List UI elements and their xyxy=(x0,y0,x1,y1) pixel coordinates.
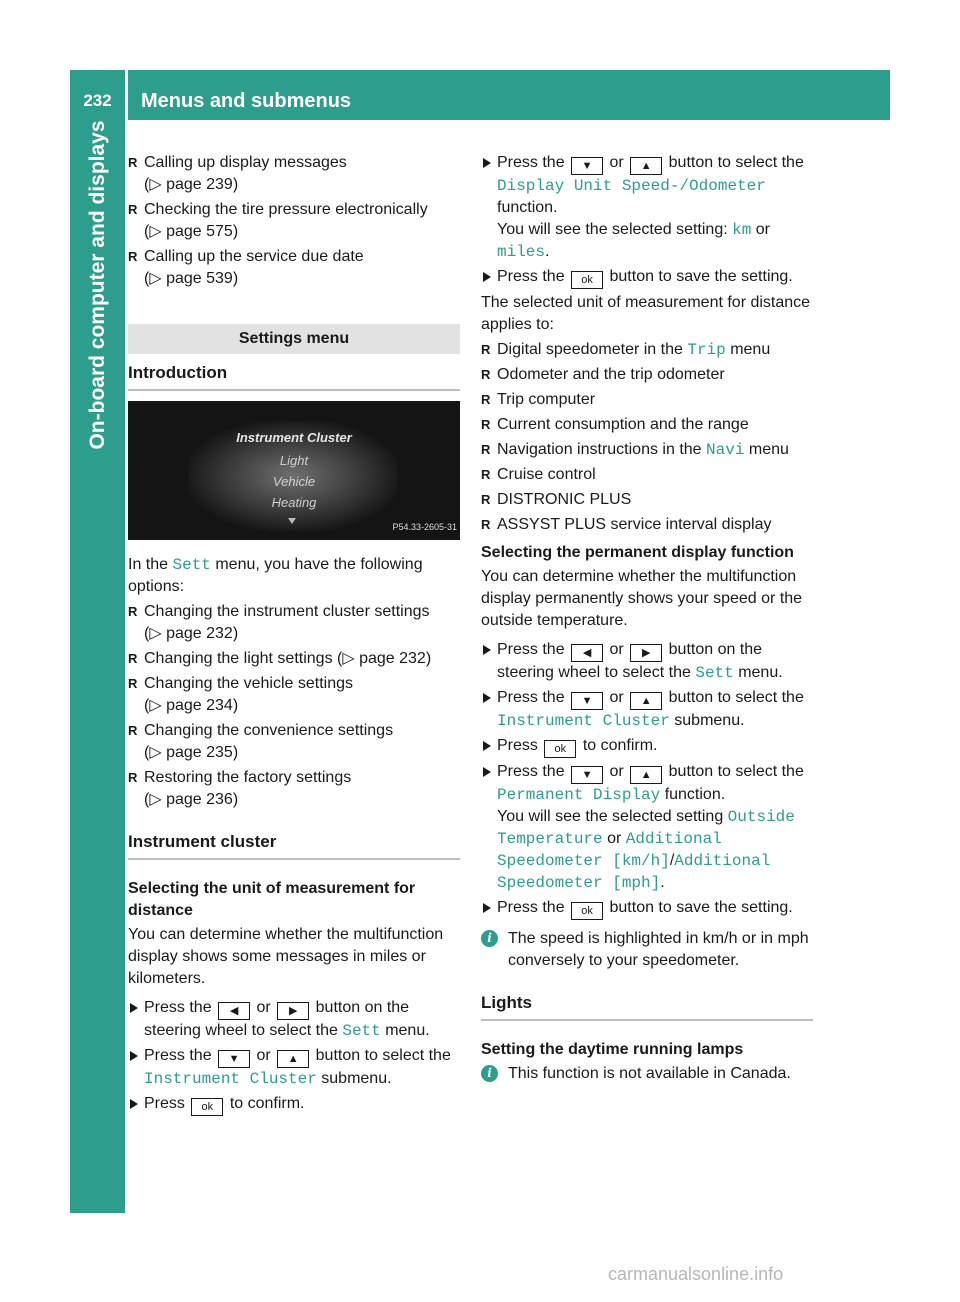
section-heading-settings: Settings menu xyxy=(128,324,460,354)
heading-permanent-display: Selecting the permanent display function xyxy=(481,544,794,561)
up-key-icon: ▲ xyxy=(630,157,662,175)
step-item: Press the ▼ or ▲ button to select the Instrument Cluster submenu. xyxy=(128,1045,460,1090)
down-key-icon: ▼ xyxy=(571,157,603,175)
page-number: 232 xyxy=(83,91,112,110)
left-key-icon: ◀ xyxy=(571,644,603,662)
body-text: The selected unit of measurement for distance applies to: xyxy=(481,294,811,333)
bullet-item: R Changing the instrument cluster settings (▷ page 232) xyxy=(128,601,460,645)
step-item: Press the ok button to save the setting. xyxy=(481,897,813,920)
heading-introduction: Introduction xyxy=(128,362,460,391)
left-key-icon: ◀ xyxy=(218,1002,250,1020)
up-key-icon: ▲ xyxy=(630,692,662,710)
up-key-icon: ▲ xyxy=(277,1050,309,1068)
intro-text: In the Sett menu, you have the following options: xyxy=(128,556,423,595)
figure-menu-item: Vehicle xyxy=(272,474,316,489)
ok-key-icon: ok xyxy=(571,271,603,289)
bullet-item: R Cruise control xyxy=(481,464,813,486)
left-column xyxy=(128,152,460,1119)
bullet-item: R Trip computer xyxy=(481,389,813,411)
step-item: Press the ▼ or ▲ button to select the Display Unit Speed-/Odometer function. You will see the selected setting: km or miles. xyxy=(481,152,813,263)
down-key-icon: ▼ xyxy=(571,766,603,784)
heading-daytime-running-lamps: Setting the daytime running lamps xyxy=(481,1041,744,1058)
bullet-item: R ASSYST PLUS service interval display xyxy=(481,514,813,536)
info-note: i This function is not available in Canada. xyxy=(481,1063,813,1085)
down-key-icon: ▼ xyxy=(571,692,603,710)
figure-down-arrow-icon xyxy=(288,518,296,524)
right-column xyxy=(481,152,813,1088)
heading-lights: Lights xyxy=(481,992,813,1021)
step-item: Press ok to confirm. xyxy=(128,1093,460,1116)
step-item: Press the ▼ or ▲ button to select the Instrument Cluster submenu. xyxy=(481,687,813,732)
bullet-item: R Changing the vehicle settings (▷ page 234) xyxy=(128,673,460,717)
up-key-icon: ▲ xyxy=(630,766,662,784)
body-text: You can determine whether the multifunction display permanently shows your speed or the outside temperature. xyxy=(481,568,803,629)
right-key-icon: ▶ xyxy=(630,644,662,662)
info-icon: i xyxy=(481,930,498,947)
down-key-icon: ▼ xyxy=(218,1050,250,1068)
step-item: Press the ◀ or ▶ button on the steering wheel to select the Sett menu. xyxy=(481,639,813,684)
bullet-item: R Checking the tire pressure electronically (▷ page 575) xyxy=(128,199,460,243)
figure-menu-item: Light xyxy=(279,453,309,468)
bullet-item: R Changing the light settings (▷ page 232) xyxy=(128,648,460,670)
figure-reference: P54.33-2605-31 xyxy=(392,522,457,532)
heading-unit-of-measurement: Selecting the unit of measurement for distance xyxy=(128,880,416,919)
step-item: Press the ok button to save the setting. xyxy=(481,266,813,289)
bullet-item: R Calling up display messages (▷ page 239) xyxy=(128,152,460,196)
ok-key-icon: ok xyxy=(191,1098,223,1116)
watermark: carmanualsonline.info xyxy=(608,1264,784,1284)
heading-instrument-cluster: Instrument cluster xyxy=(128,831,460,860)
bullet-item: R Changing the convenience settings (▷ page 235) xyxy=(128,720,460,764)
step-item: Press the ▼ or ▲ button to select the Permanent Display function. You will see the selected setting Outside Temperature or Additional Speedometer [km/h]/Additional Speedometer [mph]. xyxy=(481,761,813,894)
right-key-icon: ▶ xyxy=(277,1002,309,1020)
step-item: Press the ◀ or ▶ button on the steering wheel to select the Sett menu. xyxy=(128,997,460,1042)
bullet-item: R Odometer and the trip odometer xyxy=(481,364,813,386)
ok-key-icon: ok xyxy=(544,740,576,758)
bullet-item: R Calling up the service due date (▷ page 539) xyxy=(128,246,460,290)
step-item: Press ok to confirm. xyxy=(481,735,813,758)
side-tab-label: On-board computer and displays xyxy=(85,120,109,450)
page-title: Menus and submenus xyxy=(141,90,352,112)
ok-key-icon: ok xyxy=(571,902,603,920)
bullet-item: R Current consumption and the range xyxy=(481,414,813,436)
figure-menu-title: Instrument Cluster xyxy=(236,430,352,445)
figure-menu-item: Heating xyxy=(271,495,317,510)
info-note: i The speed is highlighted in km/h or in mph conversely to your speedometer. xyxy=(481,928,813,972)
bullet-item: R Restoring the factory settings (▷ page 236) xyxy=(128,767,460,811)
instrument-cluster-figure xyxy=(128,401,460,540)
bullet-item: R DISTRONIC PLUS xyxy=(481,489,813,511)
info-icon: i xyxy=(481,1065,498,1082)
header-divider xyxy=(125,70,128,120)
bullet-item: R Digital speedometer in the Trip menu xyxy=(481,339,813,361)
bullet-item: R Navigation instructions in the Navi menu xyxy=(481,439,813,461)
body-text: You can determine whether the multifunction display shows some messages in miles or kilometers. xyxy=(128,926,444,987)
